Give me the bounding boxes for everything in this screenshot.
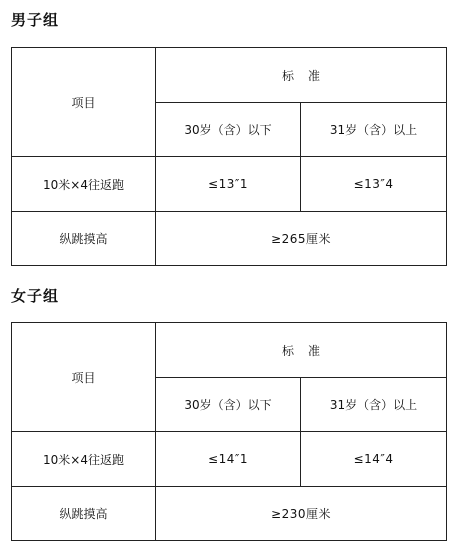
- shuttle-run-label: 10米×4往返跑: [12, 432, 156, 487]
- item-header: 项目: [12, 48, 156, 157]
- women-standards-table: [11, 322, 447, 541]
- table-row: [12, 432, 447, 487]
- age-over-31-header: 31岁（含）以上: [301, 378, 447, 432]
- age-under-30-header: 30岁（含）以下: [156, 103, 301, 157]
- vertical-jump-value: ≥230厘米: [156, 487, 447, 541]
- men-standards-table: [11, 47, 447, 266]
- table-row: [12, 487, 447, 541]
- shuttle-run-under-30: ≤14″1: [156, 432, 301, 487]
- vertical-jump-value: ≥265厘米: [156, 212, 447, 266]
- table-row: [12, 323, 447, 378]
- shuttle-run-over-31: ≤13″4: [301, 157, 447, 212]
- age-over-31-header: 31岁（含）以上: [301, 103, 447, 157]
- women-group-title: 女子组: [11, 287, 60, 305]
- table-row: [12, 157, 447, 212]
- age-under-30-header: 30岁（含）以下: [156, 378, 301, 432]
- shuttle-run-under-30: ≤13″1: [156, 157, 301, 212]
- standard-header: 标准: [156, 323, 447, 378]
- vertical-jump-label: 纵跳摸高: [12, 212, 156, 266]
- shuttle-run-over-31: ≤14″4: [301, 432, 447, 487]
- standard-header: 标准: [156, 48, 447, 103]
- shuttle-run-label: 10米×4往返跑: [12, 157, 156, 212]
- item-header: 项目: [12, 323, 156, 432]
- men-group-title: 男子组: [11, 11, 60, 29]
- table-row: [12, 212, 447, 266]
- vertical-jump-label: 纵跳摸高: [12, 487, 156, 541]
- table-row: [12, 48, 447, 103]
